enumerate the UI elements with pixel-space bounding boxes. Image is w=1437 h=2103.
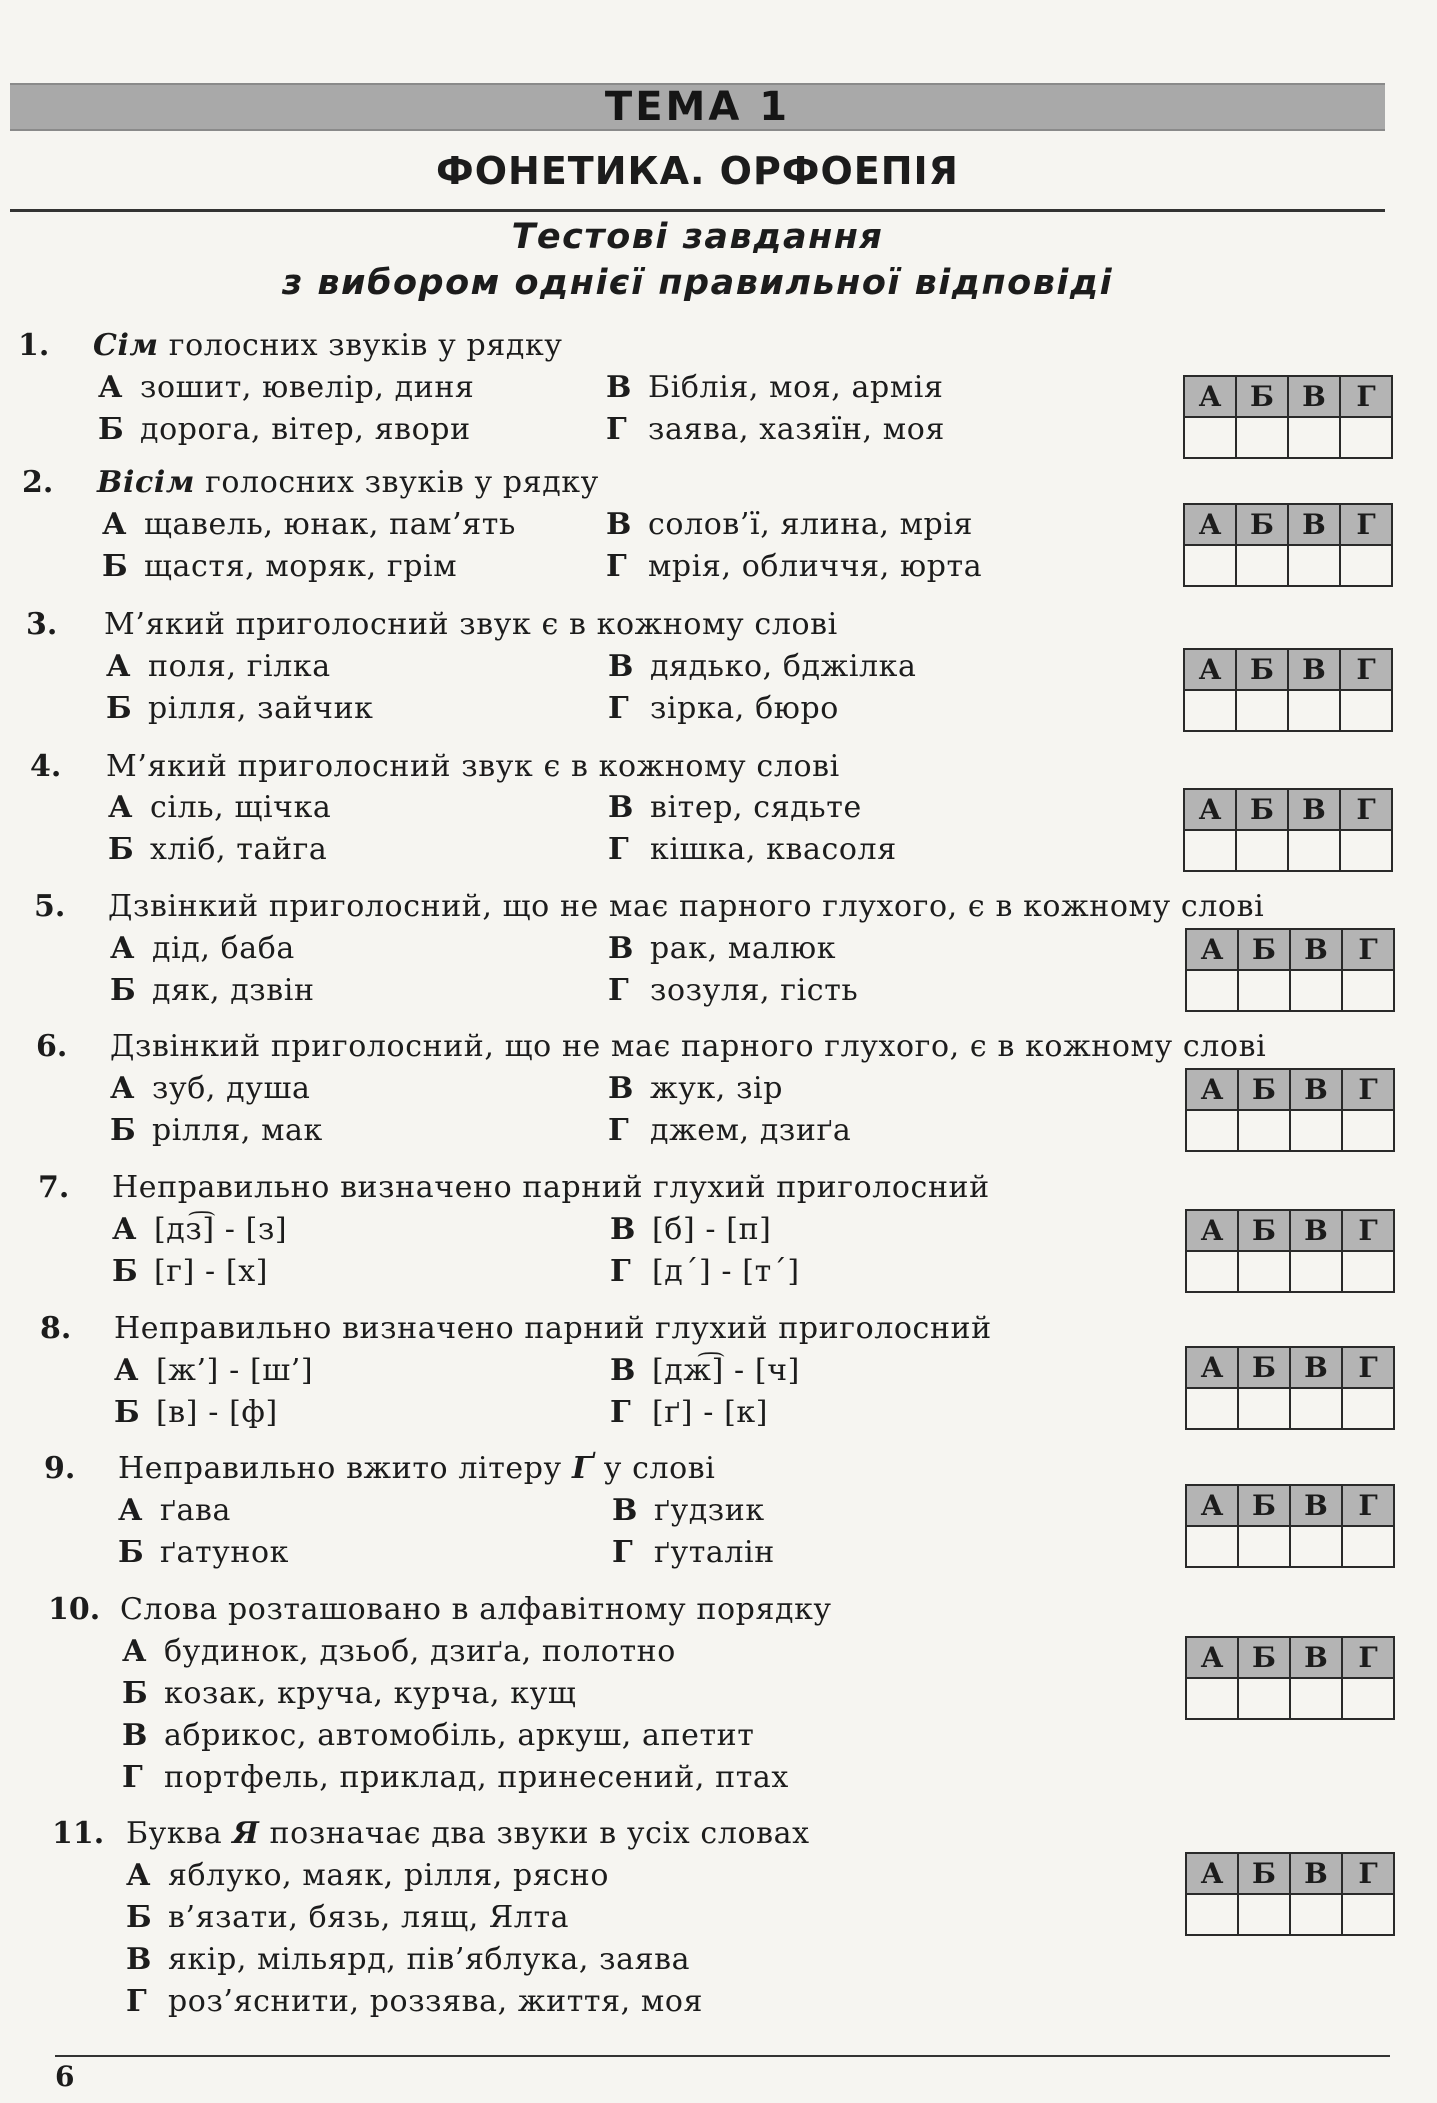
answer-cell-a[interactable] (1186, 1526, 1238, 1567)
answer-cell-a[interactable] (1186, 1251, 1238, 1292)
question-number: 3. (26, 607, 58, 642)
option-b: Б [в] - [ф] (114, 1395, 278, 1430)
answer-cell-c[interactable] (1290, 1526, 1342, 1567)
option-a: А дід, баба (110, 931, 295, 966)
answer-cell-c[interactable] (1290, 1388, 1342, 1429)
option-d: Г джем, дзиґа (608, 1113, 852, 1148)
option-b: Б дяк, дзвін (110, 973, 315, 1008)
answer-cell-a[interactable] (1186, 1110, 1238, 1151)
answer-cell-d[interactable] (1342, 1388, 1394, 1429)
answer-grid: А Б В Г (1185, 1852, 1395, 1936)
option-a: А поля, гілка (106, 649, 331, 684)
answer-cell-d[interactable] (1342, 1251, 1394, 1292)
option-d: Г зозуля, гість (608, 973, 859, 1008)
answer-grid: А Б В Г (1185, 928, 1395, 1012)
answer-grid: А Б В Г (1183, 788, 1393, 872)
option-c: В дядько, бджілка (608, 649, 917, 684)
answer-cell-a[interactable] (1186, 1894, 1238, 1935)
answer-grid: А Б В Г (1185, 1068, 1395, 1152)
answer-cell-d[interactable] (1340, 690, 1392, 731)
option-b: Б рілля, зайчик (106, 691, 374, 726)
answer-cell-d[interactable] (1342, 1526, 1394, 1567)
answer-cell-d[interactable] (1342, 1678, 1394, 1719)
answer-cell-d[interactable] (1340, 830, 1392, 871)
option-c: В рак, малюк (608, 931, 837, 966)
answer-cell-c[interactable] (1288, 830, 1340, 871)
answer-cell-d[interactable] (1342, 1894, 1394, 1935)
option-a: А щавель, юнак, пам’ять (102, 507, 516, 542)
answer-cell-d[interactable] (1340, 417, 1392, 458)
option-b: Б рілля, мак (110, 1113, 323, 1148)
answer-cell-d[interactable] (1340, 545, 1392, 586)
option-a: А яблуко, маяк, рілля, рясно (126, 1858, 610, 1893)
option-b: Б ґатунок (118, 1535, 290, 1570)
topic-banner: ТЕМА 1 (10, 83, 1385, 131)
question-stem: Сім голосних звуків у рядку (93, 328, 563, 363)
answer-cell-b[interactable] (1236, 690, 1288, 731)
option-a: А зошит, ювелір, диня (98, 370, 475, 405)
option-a: А зуб, душа (110, 1071, 311, 1106)
answer-cell-c[interactable] (1290, 1251, 1342, 1292)
option-d: Г кішка, квасоля (608, 832, 897, 867)
option-c: В абрикос, автомобіль, аркуш, апетит (122, 1718, 755, 1753)
subject-title: ФОНЕТИКА. ОРФОЕПІЯ (436, 149, 959, 193)
page-number: 6 (55, 2060, 75, 2093)
question-number: 1. (18, 328, 50, 363)
answer-cell-b[interactable] (1238, 1388, 1290, 1429)
answer-cell-c[interactable] (1288, 690, 1340, 731)
question-stem: Слова розташовано в алфавітному порядку (120, 1592, 832, 1627)
option-d: Г заява, хазяїн, моя (606, 412, 945, 447)
option-c: В ґудзик (612, 1493, 765, 1528)
option-b: Б козак, круча, курча, кущ (122, 1676, 577, 1711)
question-stem: Дзвінкий приголосний, що не має парного глухого, є в кожному слові (110, 1029, 1267, 1064)
option-c: В [б] - [п] (610, 1212, 772, 1247)
option-a: А будинок, дзьоб, дзиґа, полотно (122, 1634, 676, 1669)
question-stem: Неправильно визначено парний глухий приголосний (114, 1311, 992, 1346)
answer-cell-c[interactable] (1288, 417, 1340, 458)
option-d: Г ґуталін (612, 1535, 775, 1570)
answer-cell-b[interactable] (1238, 1251, 1290, 1292)
question-stem: Дзвінкий приголосний, що не має парного глухого, є в кожному слові (108, 889, 1265, 924)
option-d: Г роз’яснити, роззява, життя, моя (126, 1984, 704, 2019)
option-c: В Біблія, моя, армія (606, 370, 944, 405)
option-a: А сіль, щічка (108, 790, 332, 825)
question-number: 6. (36, 1029, 68, 1064)
answer-grid: А Б В Г (1185, 1636, 1395, 1720)
answer-cell-c[interactable] (1290, 1110, 1342, 1151)
option-a: А ґава (118, 1493, 231, 1528)
answer-grid: А Б В Г (1183, 503, 1393, 587)
question-number: 2. (22, 465, 54, 500)
answer-cell-a[interactable] (1184, 545, 1236, 586)
question-number: 11. (52, 1816, 105, 1851)
answer-cell-b[interactable] (1236, 545, 1288, 586)
answer-grid: А Б В Г (1185, 1484, 1395, 1568)
answer-cell-c[interactable] (1290, 970, 1342, 1011)
option-a: А [дз͡] - [з] (112, 1212, 288, 1247)
question-number: 5. (34, 889, 66, 924)
option-c: В солов’ї, ялина, мрія (606, 507, 974, 542)
option-c: В [дж͡] - [ч] (610, 1353, 800, 1388)
answer-cell-b[interactable] (1238, 1894, 1290, 1935)
answer-cell-a[interactable] (1186, 970, 1238, 1011)
answer-cell-b[interactable] (1236, 417, 1288, 458)
answer-grid: А Б В Г (1185, 1346, 1395, 1430)
option-c: В жук, зір (608, 1071, 784, 1106)
option-b: Б дорога, вітер, явори (98, 412, 471, 447)
option-d: Г [д´] - [т´] (610, 1254, 800, 1289)
option-b: Б щастя, моряк, грім (102, 549, 458, 584)
answer-cell-b[interactable] (1238, 1110, 1290, 1151)
question-stem: Неправильно визначено парний глухий приголосний (112, 1170, 990, 1205)
option-c: В якір, мільярд, пів’яблука, заява (126, 1942, 691, 1977)
option-a: А [ж’] - [ш’] (114, 1353, 314, 1388)
footer-divider (55, 2055, 1390, 2057)
question-stem: Буква Я позначає два звуки в усіх словах (126, 1816, 810, 1851)
question-number: 9. (44, 1451, 76, 1486)
option-d: Г портфель, приклад, принесений, птах (122, 1760, 789, 1795)
answer-cell-a[interactable] (1184, 690, 1236, 731)
question-stem: М’який приголосний звук є в кожному слові (104, 607, 838, 642)
question-number: 10. (48, 1592, 101, 1627)
answer-grid: А Б В Г (1185, 1209, 1395, 1293)
answer-grid: А Б В Г (1183, 375, 1393, 459)
answer-cell-d[interactable] (1342, 970, 1394, 1011)
question-stem: Вісім голосних звуків у рядку (97, 465, 599, 500)
question-stem: М’який приголосний звук є в кожному слові (106, 749, 840, 784)
answer-cell-a[interactable] (1184, 830, 1236, 871)
answer-cell-b[interactable] (1238, 970, 1290, 1011)
option-c: В вітер, сядьте (608, 790, 862, 825)
option-d: Г зірка, бюро (608, 691, 839, 726)
answer-cell-c[interactable] (1288, 545, 1340, 586)
option-b: Б хліб, тайга (108, 832, 328, 867)
question-number: 7. (38, 1170, 70, 1205)
question-number: 8. (40, 1311, 72, 1346)
option-b: Б в’язати, бязь, лящ, Ялта (126, 1900, 570, 1935)
tests-heading (10, 214, 1385, 306)
question-stem: Неправильно вжито літеру Ґ у слові (118, 1451, 716, 1486)
answer-cell-d[interactable] (1342, 1110, 1394, 1151)
answer-cell-b[interactable] (1238, 1526, 1290, 1567)
option-d: Г [ґ] - [к] (610, 1395, 769, 1430)
answer-cell-c[interactable] (1290, 1678, 1342, 1719)
tests-heading-line-2: з вибором однієї правильної відповіді (281, 263, 1114, 303)
question-number: 4. (30, 749, 62, 784)
title-divider (10, 209, 1385, 212)
option-d: Г мрія, обличчя, юрта (606, 549, 983, 584)
answer-cell-b[interactable] (1236, 830, 1288, 871)
answer-cell-b[interactable] (1238, 1678, 1290, 1719)
answer-cell-a[interactable] (1186, 1388, 1238, 1429)
answer-cell-c[interactable] (1290, 1894, 1342, 1935)
answer-cell-a[interactable] (1184, 417, 1236, 458)
answer-grid: А Б В Г (1183, 648, 1393, 732)
tests-heading-line-1: Тестові завдання (511, 217, 884, 257)
option-b: Б [г] - [х] (112, 1254, 269, 1289)
answer-cell-a[interactable] (1186, 1678, 1238, 1719)
